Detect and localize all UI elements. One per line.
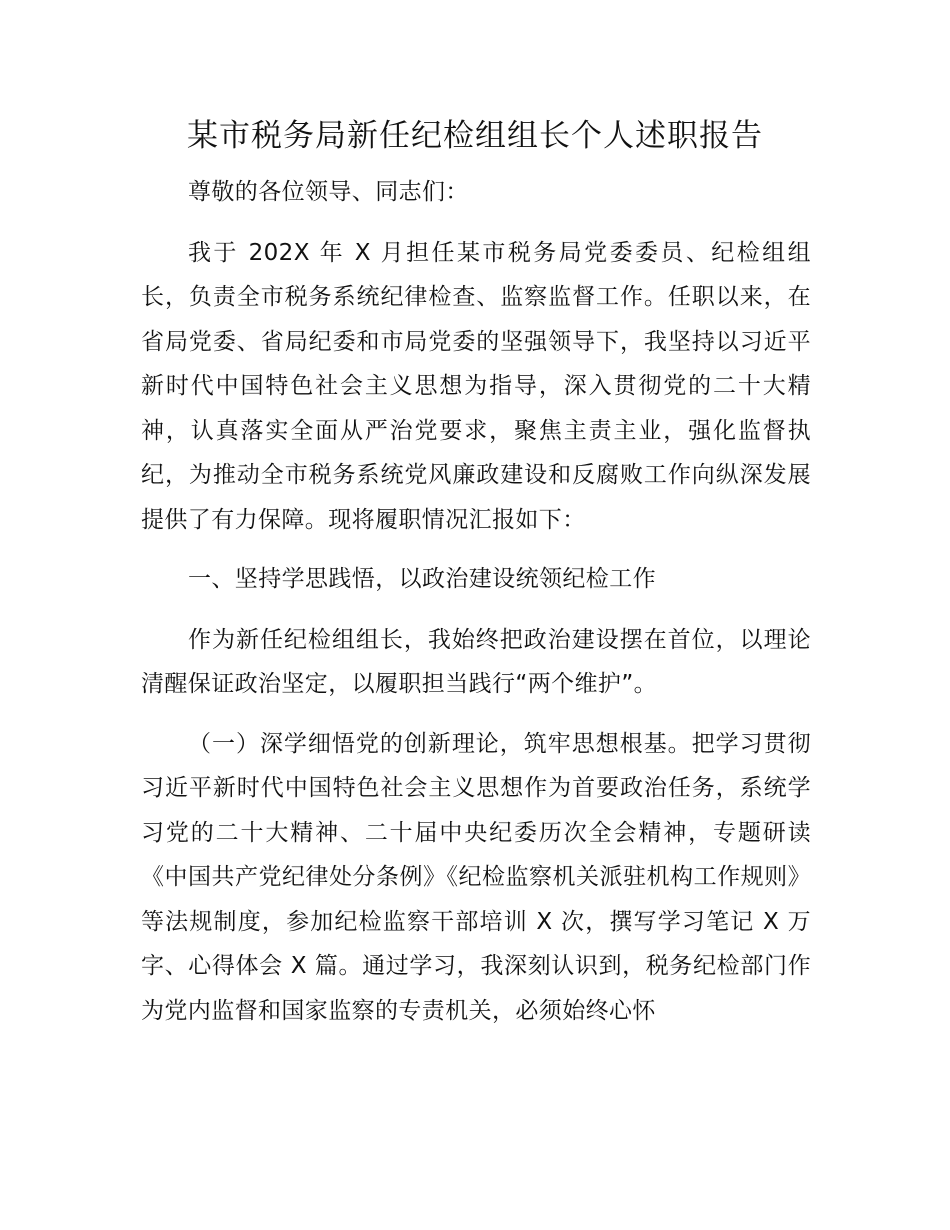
document-title: 某市税务局新任纪检组组长个人述职报告	[187, 118, 763, 154]
salutation-paragraph: 尊敬的各位领导、同志们：	[188, 179, 469, 205]
intro-paragraph: 我于 202X 年 X 月担任某市税务局党委委员、纪检组组长，负责全市税务系统纪律检查、监察监督工作。任职以来，在省局党委、省局纪委和市局党委的坚强领导下，我坚持以习近平新时代中国特色社会主义思想为指导，深入贯彻党的二十大精神，认真落实全面从严治党要求，聚焦主责主业，强化监督执纪，为推动全市税务系统党风廉政建设和反腐败工作向纵深发展提供了有力保障。现将履职情况汇报如下：	[141, 239, 811, 533]
document-body	[141, 170, 811, 1048]
section-1-paragraph: 作为新任纪检组组长，我始终把政治建设摆在首位，以理论清醒保证政治坚定，以履职担当践行“两个维护”。	[141, 626, 811, 697]
section-heading-1: 一、坚持学思践悟，以政治建设统领纪检工作	[188, 566, 656, 592]
subsection-1-paragraph: （一）深学细悟党的创新理论，筑牢思想根基。把学习贯彻习近平新时代中国特色社会主义思想作为首要政治任务，系统学习党的二十大精神、二十届中央纪委历次全会精神，专题研读《中国共产党纪律处分条例》《纪检监察机关派驻机构工作规则》等法规制度，参加纪检监察干部培训 X 次，撰写学习笔记 X 万字、心得体会 X 篇。通过学习，我深刻认识到，税务纪检部门作为党内监督和国家监察的专责机关，必须始终心怀	[141, 730, 811, 1024]
